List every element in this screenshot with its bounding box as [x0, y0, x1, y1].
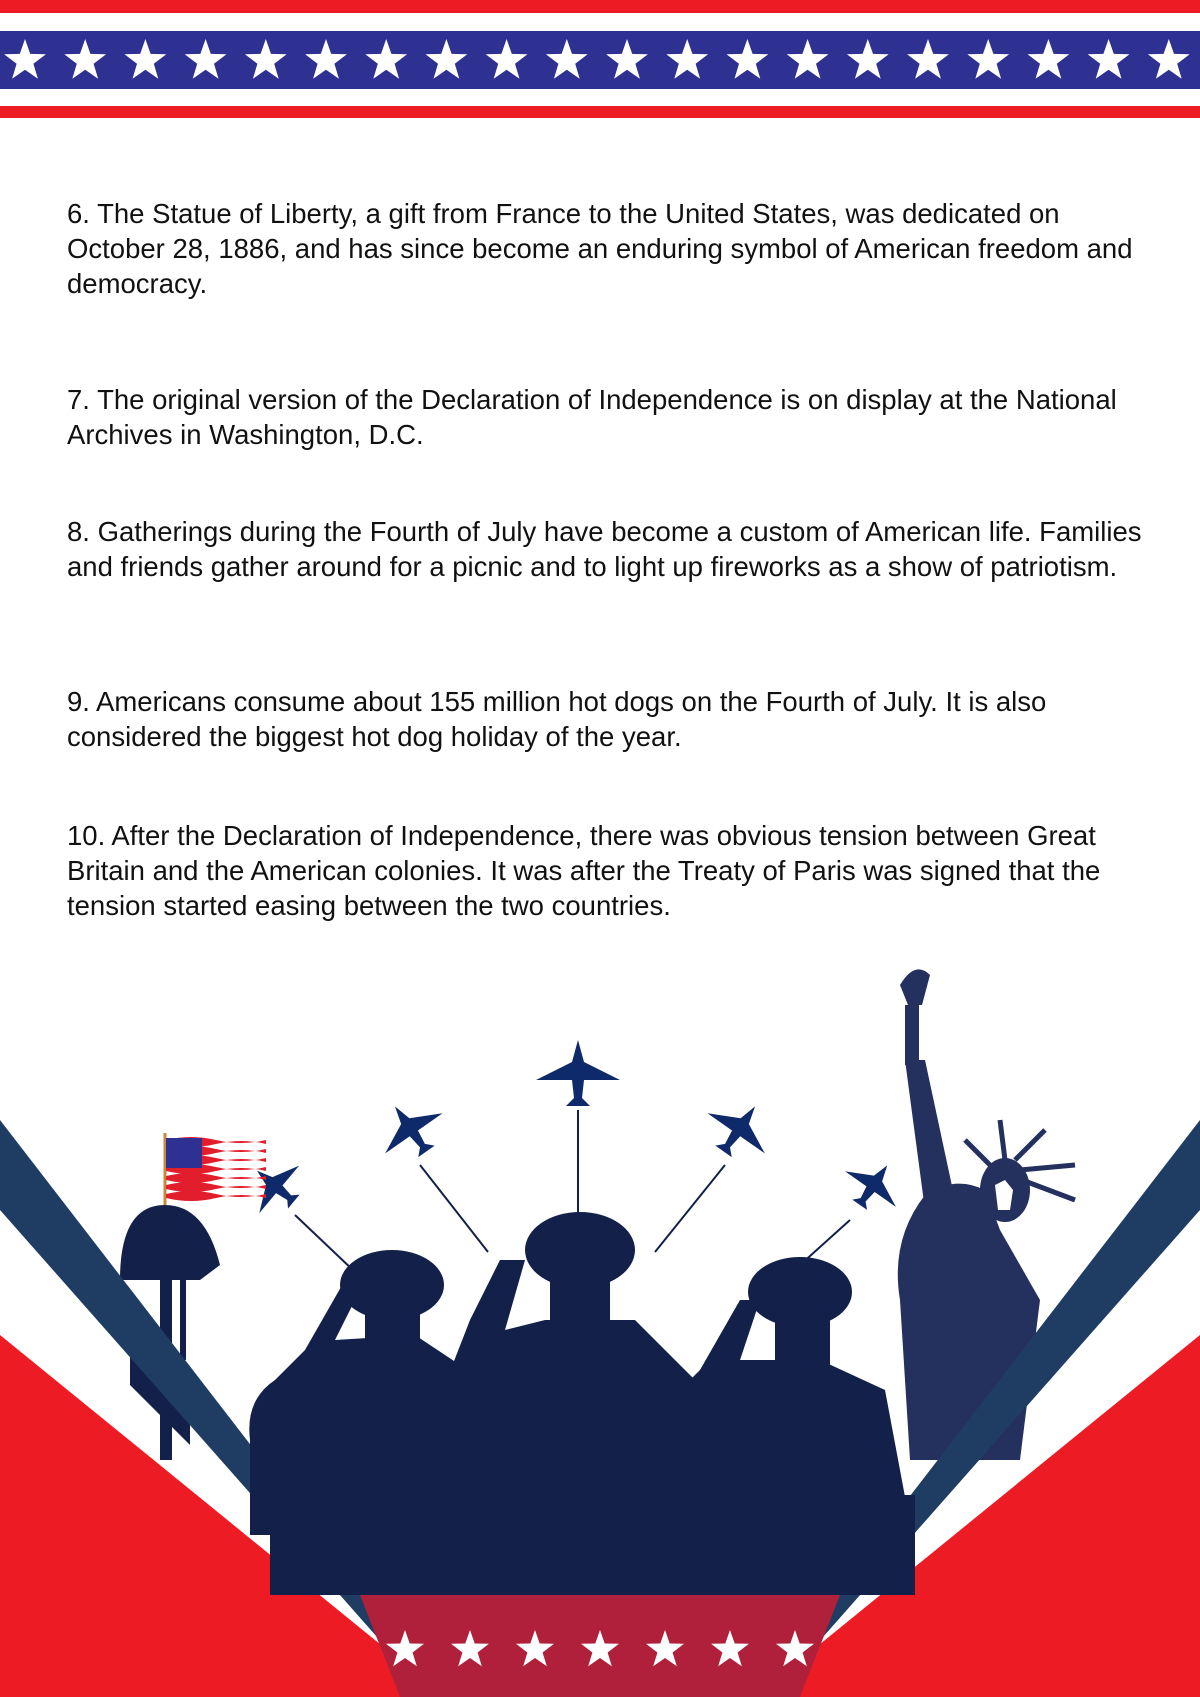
american-flag-icon — [165, 1133, 266, 1208]
patriotic-illustration — [0, 900, 1200, 1697]
star-banner-header — [0, 0, 1200, 120]
fact-6: 6. The Statue of Liberty, a gift from France to the United States, was dedicated on October 28, 1886, and has since become an enduring symbol of American freedom and democracy. — [67, 198, 1133, 299]
saluting-soldiers — [249, 1212, 915, 1595]
jet-icon — [237, 1147, 314, 1225]
fact-8: 8. Gatherings during the Fourth of July have become a custom of American life. Families and friends gather around for a picnic and to light up fireworks as a show of patriotism. — [67, 516, 1142, 582]
jet-icon — [366, 1086, 455, 1171]
fact-10: 10. After the Declaration of Independence, there was obvious tension between Great Britain and the American colonies. It was after the Treaty of Paris was signed that the tension started easing between the two countries. — [67, 820, 1101, 921]
fact-9: 9. Americans consume about 155 million hot dogs on the Fourth of July. It is also considered the biggest hot dog holiday of the year. — [67, 686, 1047, 752]
jet-icon — [536, 1040, 620, 1106]
statue-of-liberty-icon — [898, 969, 1075, 1460]
jet-icon — [695, 1086, 784, 1171]
jet-icon — [834, 1148, 912, 1223]
jet-icons — [237, 1040, 913, 1225]
fact-7: 7. The original version of the Declaration of Independence is on display at the National Archives in Washington, D.C. — [67, 384, 1117, 450]
